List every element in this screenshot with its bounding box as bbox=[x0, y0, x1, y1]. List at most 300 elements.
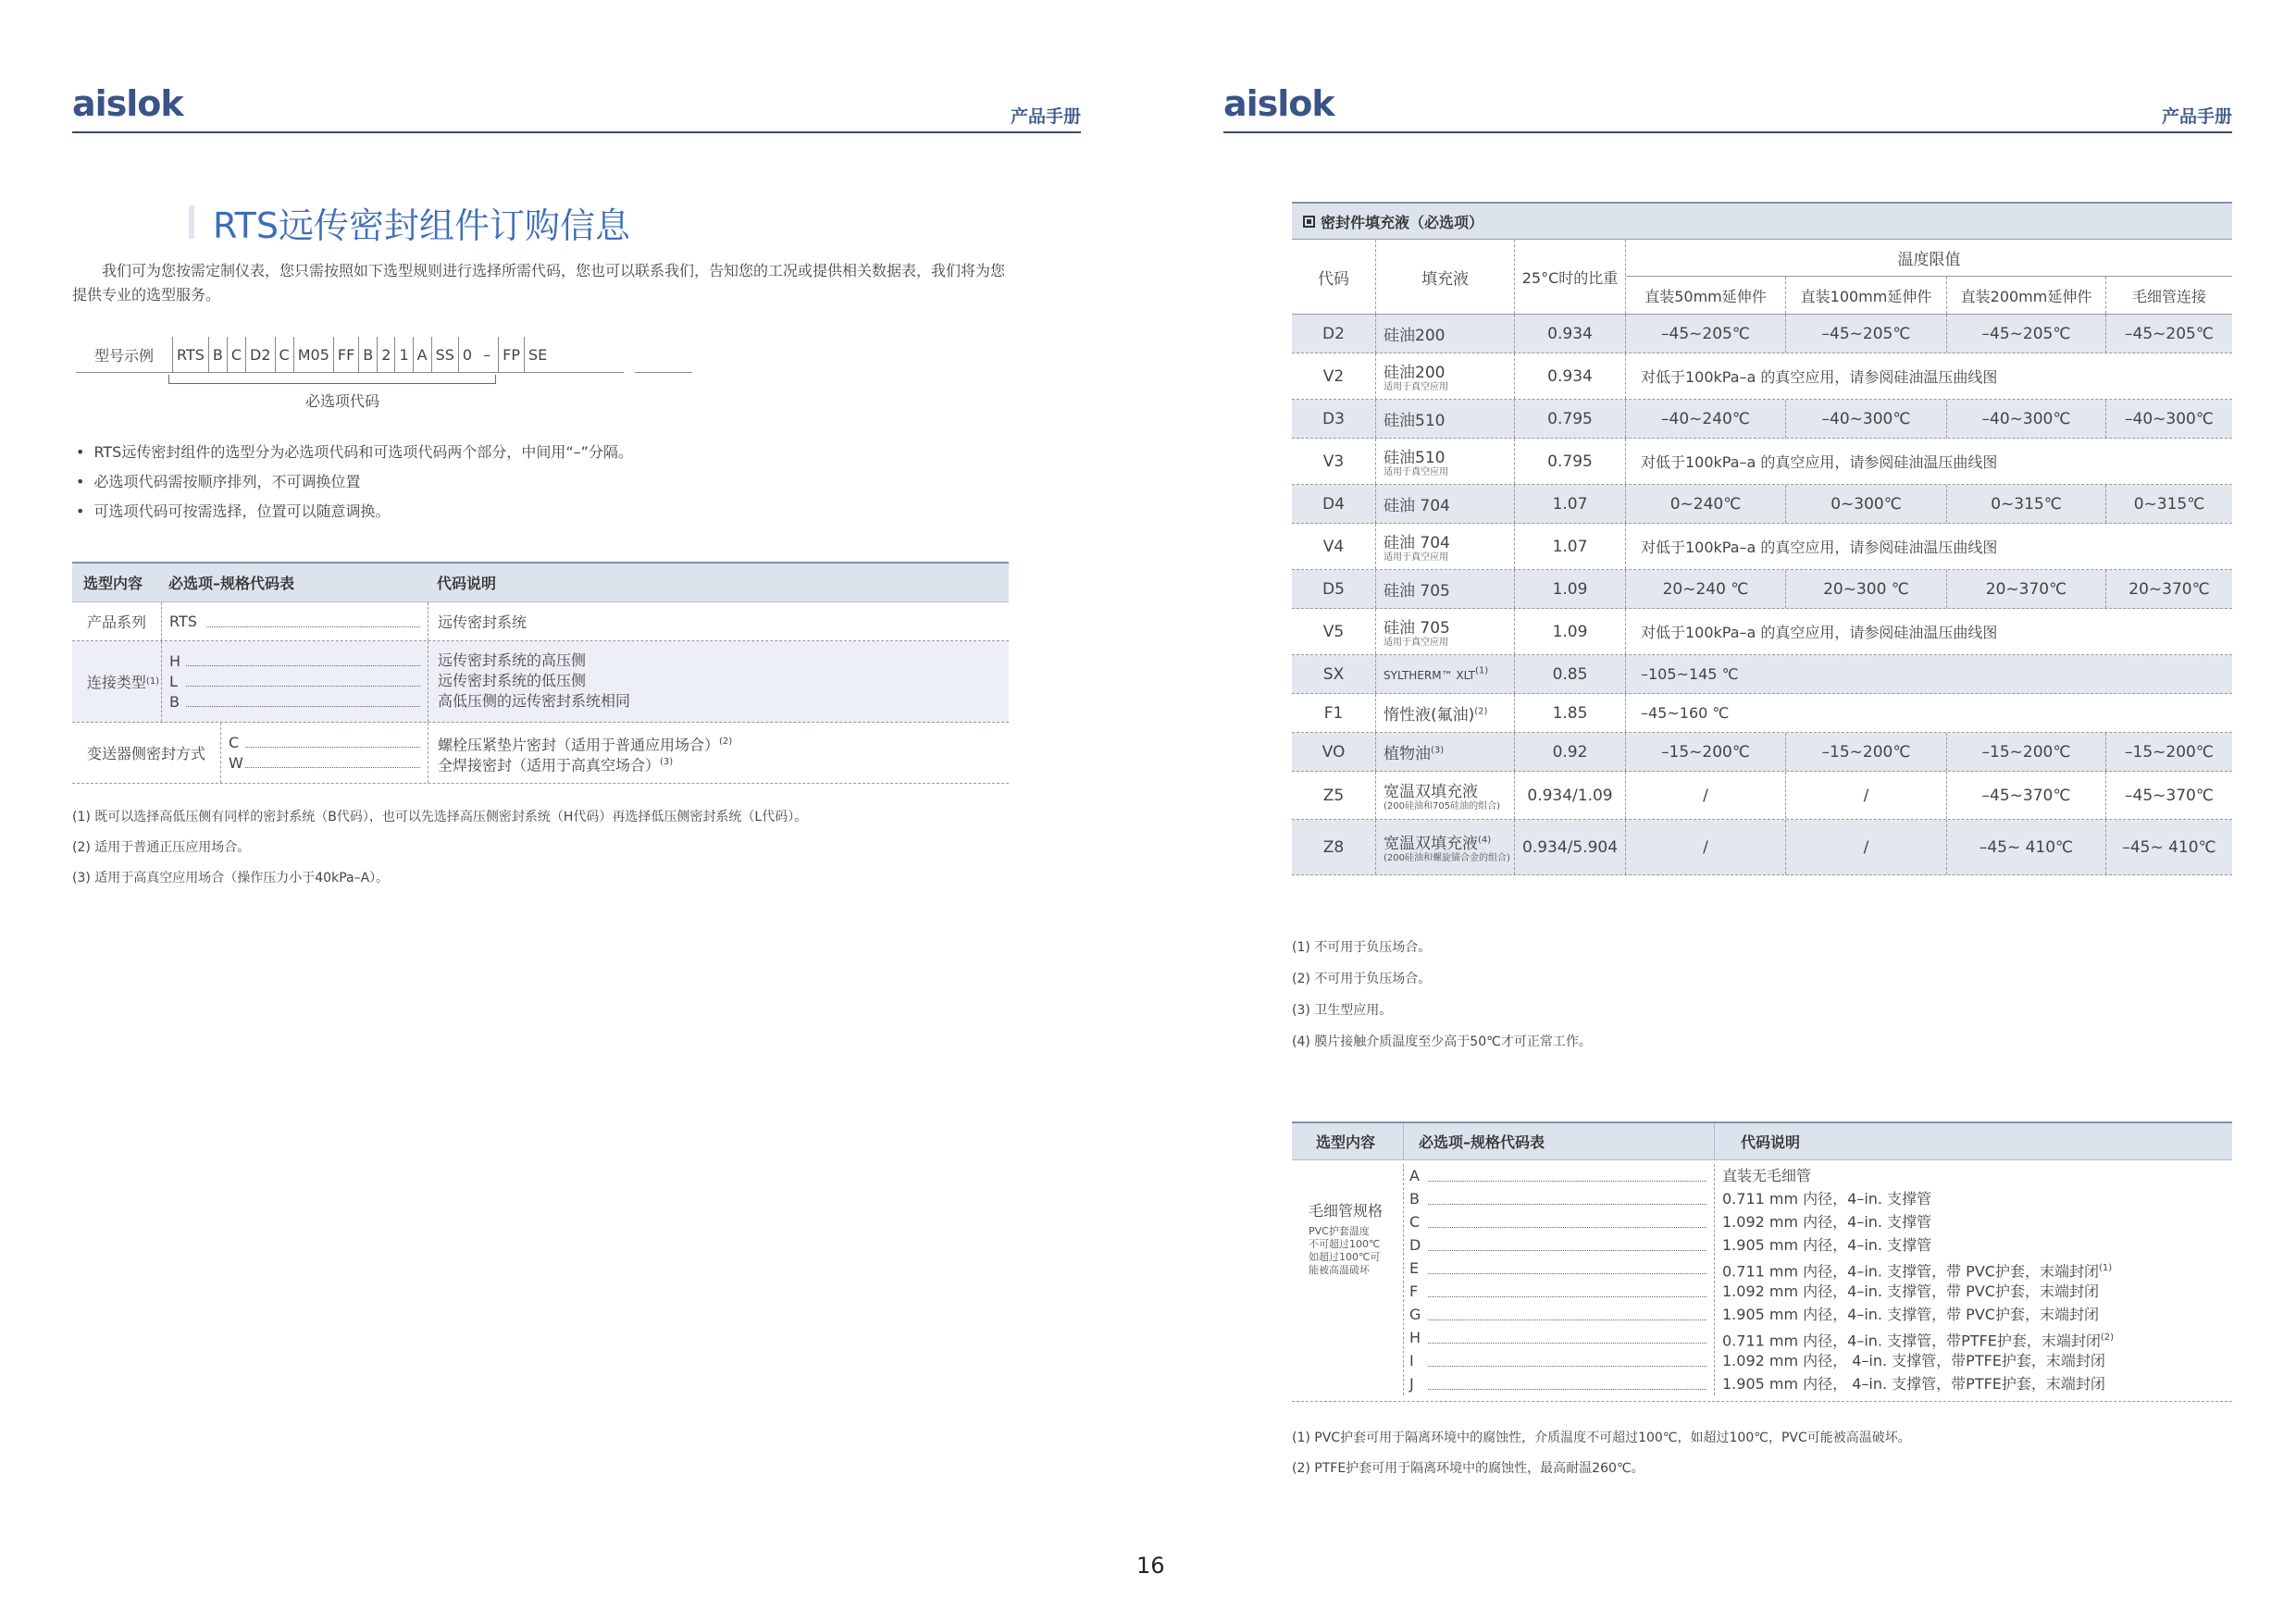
temp-cells bbox=[1625, 820, 2232, 874]
code-desc: 1.092 mm 内径， 4–in. 支撑管，带PTFE护套，末端封闭 bbox=[1722, 1352, 2105, 1369]
code-line bbox=[1409, 1303, 1714, 1326]
row-desc bbox=[1714, 1164, 2232, 1395]
code-line bbox=[1409, 1210, 1714, 1233]
fill-code: F1 bbox=[1323, 703, 1344, 723]
temp-limit: –45~ 410℃ bbox=[1946, 820, 2105, 874]
code-desc: 0.711 mm 内径，4–in. 支撑管 bbox=[1722, 1190, 1932, 1208]
row-item-note-line: PVC护套温度 bbox=[1309, 1225, 1370, 1237]
fill-name-line bbox=[1384, 830, 1514, 853]
fill-name-cell bbox=[1375, 353, 1514, 399]
row-item-label: 毛细管规格 bbox=[1309, 1202, 1384, 1220]
table-title-text: 密封件填充液（必选项） bbox=[1321, 213, 1484, 231]
code-label: J bbox=[1409, 1375, 1414, 1393]
code-desc-line bbox=[438, 752, 1009, 773]
fill-name: 硅油 704 bbox=[1384, 534, 1450, 552]
temp-limit: –40~300℃ bbox=[1785, 400, 1946, 438]
code-label: H bbox=[1409, 1329, 1421, 1346]
footnote: (2) PTFE护套可用于隔离环境中的腐蚀性，最高耐温260℃。 bbox=[1292, 1461, 1644, 1476]
code-line bbox=[1409, 1164, 1714, 1187]
code-line bbox=[1409, 1257, 1714, 1280]
code-label: G bbox=[1409, 1306, 1421, 1323]
fill-code: SX bbox=[1322, 664, 1345, 684]
temp-limit: 20~370℃ bbox=[2105, 570, 2232, 608]
fill-subnote: 适用于真空应用 bbox=[1384, 467, 1448, 477]
model-segment: 2 bbox=[377, 337, 394, 372]
right-header bbox=[1223, 81, 2232, 133]
temp-limit: –15~200℃ bbox=[1946, 733, 2105, 771]
model-segment: FF bbox=[333, 337, 358, 372]
footnote-ref: (3) bbox=[1431, 745, 1445, 756]
fill-code: V2 bbox=[1322, 366, 1345, 386]
model-segment: 1 bbox=[394, 337, 412, 372]
code-desc: 全焊接密封（适用于高真空场合） bbox=[438, 756, 661, 774]
code-line bbox=[169, 650, 428, 671]
dot-leader bbox=[1428, 1309, 1706, 1320]
code-desc: 1.905 mm 内径， 4–in. 支撑管，带PTFE护套，末端封闭 bbox=[1722, 1375, 2105, 1393]
capillary-table bbox=[1292, 1121, 2232, 1402]
dot-leader bbox=[1428, 1217, 1706, 1228]
fill-name-cell bbox=[1375, 439, 1514, 484]
fill-row bbox=[1292, 772, 2232, 820]
code-line bbox=[169, 612, 428, 632]
header-code: 代码 bbox=[1318, 269, 1349, 289]
temp-limit: / bbox=[1703, 786, 1708, 805]
model-segment: 0 bbox=[458, 337, 476, 372]
header-codes: 必选项–规格代码表 bbox=[1403, 1123, 1714, 1159]
header-desc: 代码说明 bbox=[1714, 1123, 2232, 1159]
code-label: F bbox=[1409, 1282, 1419, 1300]
fill-name-line bbox=[1384, 577, 1514, 601]
checkbox-square-icon bbox=[1303, 216, 1315, 228]
specific-gravity: 1.09 bbox=[1514, 570, 1625, 608]
row-codes bbox=[161, 602, 428, 640]
temp-cells bbox=[1625, 485, 2232, 523]
code-desc-line bbox=[438, 732, 1009, 752]
dot-leader bbox=[206, 616, 420, 627]
code-line bbox=[1409, 1187, 1714, 1210]
temp-note: 对低于100kPa–a 的真空应用，请参阅硅油温压曲线图 bbox=[1641, 624, 1998, 641]
code-label: C bbox=[229, 733, 240, 751]
specific-gravity: 1.07 bbox=[1514, 485, 1625, 523]
temp-limit: 20~240 ℃ bbox=[1662, 579, 1749, 599]
header-temp-100mm: 直装100mm延伸件 bbox=[1785, 277, 1946, 314]
header-codes: 必选项–规格代码表 bbox=[168, 575, 295, 592]
code-label: L bbox=[169, 672, 178, 690]
spec-code-table bbox=[72, 562, 1009, 784]
model-underline bbox=[76, 372, 624, 373]
header-temp-capillary: 毛细管连接 bbox=[2105, 277, 2232, 314]
model-segment: B bbox=[208, 337, 227, 372]
temp-limit: –15~200℃ bbox=[1785, 733, 1946, 771]
temp-note: –105~145 ℃ bbox=[1641, 665, 1739, 683]
fill-code: D4 bbox=[1322, 494, 1345, 514]
dot-leader bbox=[186, 696, 420, 707]
row-item: 产品系列 bbox=[86, 613, 146, 631]
model-underline-optional bbox=[635, 372, 692, 373]
code-line bbox=[1409, 1233, 1714, 1257]
fill-name-cell bbox=[1375, 570, 1514, 608]
code-desc: 1.905 mm 内径，4–in. 支撑管，带 PVC护套，末端封闭 bbox=[1722, 1306, 2099, 1323]
footnote: (2) 不可用于负压场合。 bbox=[1292, 972, 1432, 986]
dot-leader bbox=[1428, 1240, 1706, 1251]
row-item-note-line: 如超过100℃可 bbox=[1309, 1251, 1381, 1263]
code-desc-line bbox=[1722, 1303, 2232, 1326]
temp-limit: 0~240℃ bbox=[1669, 494, 1742, 514]
code-desc-line bbox=[1722, 1187, 2232, 1210]
temp-limit: –45~ 410℃ bbox=[2105, 820, 2232, 874]
right-page bbox=[1223, 0, 2232, 1623]
fill-code: Z5 bbox=[1322, 786, 1345, 805]
row-codes bbox=[1403, 1164, 1714, 1395]
fill-name-cell bbox=[1375, 609, 1514, 654]
header-specific-gravity: 25°C时的比重 bbox=[1514, 240, 1625, 314]
temp-cells bbox=[1625, 570, 2232, 608]
row-item: 变送器侧密封方式 bbox=[86, 745, 205, 762]
model-segment: SE bbox=[524, 337, 551, 372]
intro-text bbox=[72, 259, 1016, 307]
fill-name: SYLTHERM™ XLT bbox=[1384, 668, 1476, 682]
capillary-footnotes bbox=[1292, 1423, 1911, 1484]
footnote: (1) PVC护套可用于隔离环境中的腐蚀性，介质温度不可超过100℃，如超过100℃，PVC可能被高温破坏。 bbox=[1292, 1431, 1911, 1445]
required-bracket bbox=[168, 375, 496, 384]
dot-leader bbox=[245, 757, 420, 768]
specific-gravity: 0.795 bbox=[1514, 400, 1625, 438]
temp-cells bbox=[1625, 694, 2232, 732]
fill-name-cell bbox=[1375, 772, 1514, 819]
specific-gravity: 1.07 bbox=[1514, 524, 1625, 569]
code-desc: 1.092 mm 内径，4–in. 支撑管 bbox=[1722, 1213, 1932, 1231]
fill-code: Z8 bbox=[1322, 837, 1345, 857]
temp-cells bbox=[1625, 439, 2232, 484]
footnote: (3) 适用于高真空应用场合（操作压力小于40kPa–A）。 bbox=[72, 871, 390, 886]
table-header bbox=[1292, 239, 2232, 315]
dot-leader bbox=[186, 675, 420, 687]
code-label: B bbox=[1409, 1190, 1420, 1208]
specific-gravity: 0.934/1.09 bbox=[1514, 772, 1625, 819]
fill-name-line bbox=[1384, 778, 1514, 801]
temp-limit: –45~205℃ bbox=[1946, 315, 2105, 353]
temp-cells bbox=[1625, 524, 2232, 569]
table-title bbox=[1292, 202, 2232, 239]
model-segment: D2 bbox=[245, 337, 275, 372]
temp-limit: –45~205℃ bbox=[1785, 315, 1946, 353]
code-line bbox=[1409, 1326, 1714, 1349]
specific-gravity: 0.934/5.904 bbox=[1514, 820, 1625, 874]
dot-leader bbox=[1428, 1332, 1706, 1344]
footnote-ref: (2) bbox=[2100, 1332, 2114, 1343]
specific-gravity: 0.934 bbox=[1514, 353, 1625, 399]
fill-name-cell bbox=[1375, 315, 1514, 353]
temp-note: –45~160 ℃ bbox=[1641, 704, 1730, 722]
code-desc-line bbox=[1722, 1210, 2232, 1233]
fill-row bbox=[1292, 609, 2232, 655]
code-desc-line bbox=[1722, 1372, 2232, 1395]
temp-limit: –40~300℃ bbox=[1946, 400, 2105, 438]
specific-gravity: 1.09 bbox=[1514, 609, 1625, 654]
fill-code: VO bbox=[1322, 742, 1346, 762]
model-segment: C bbox=[275, 337, 293, 372]
intro-paragraph: 我们可为您按需定制仪表，您只需按照如下选型规则进行选择所需代码，您也可以联系我们，告知您的工况或提供相关数据表，我们将为您提供专业的选型服务。 bbox=[72, 262, 1006, 304]
fill-subnote: (200硅油和705硅油的组合) bbox=[1384, 801, 1500, 812]
code-desc: 远传密封系统的高压侧 bbox=[438, 651, 587, 669]
model-example bbox=[76, 336, 551, 373]
temp-limit: –45~205℃ bbox=[2105, 315, 2232, 353]
footnote: (1) 既可以选择高低压侧有同样的密封系统（B代码），也可以先选择高压侧密封系统（H代码）再选择低压侧密封系统（L代码）。 bbox=[72, 810, 808, 824]
temp-limit: 0~300℃ bbox=[1785, 485, 1946, 523]
row-item-note-line: 不可超过100℃ bbox=[1309, 1238, 1381, 1250]
header-item: 选型内容 bbox=[1316, 1134, 1376, 1151]
row-desc bbox=[428, 641, 1009, 722]
fill-subnote: 适用于真空应用 bbox=[1384, 638, 1448, 648]
specific-gravity: 0.934 bbox=[1514, 315, 1625, 353]
fill-row bbox=[1292, 485, 2232, 524]
temp-note: 对低于100kPa–a 的真空应用，请参阅硅油温压曲线图 bbox=[1641, 539, 1998, 556]
code-desc-line bbox=[1722, 1257, 2232, 1280]
row-item-note bbox=[1309, 1225, 1403, 1277]
page-title: RTS远传密封组件订购信息 bbox=[213, 205, 630, 246]
code-desc-line bbox=[1722, 1326, 2232, 1349]
code-line bbox=[229, 732, 428, 752]
fill-name: 硅油510 bbox=[1384, 412, 1446, 430]
fill-name: 宽温双填充液 bbox=[1384, 783, 1478, 801]
temp-cells bbox=[1625, 772, 2232, 819]
code-desc: 远传密封系统 bbox=[438, 613, 527, 631]
model-example-label: 型号示例 bbox=[93, 346, 154, 365]
fill-name: 硅油 704 bbox=[1384, 497, 1450, 515]
row-item-note-line: 能被高温破坏 bbox=[1309, 1264, 1370, 1276]
fill-name-line bbox=[1384, 614, 1514, 638]
fill-name: 硅油200 bbox=[1384, 364, 1446, 382]
code-label: H bbox=[169, 651, 181, 670]
dot-leader bbox=[1428, 1194, 1706, 1205]
fill-rows bbox=[1292, 315, 2232, 875]
code-label: B bbox=[169, 692, 180, 711]
dot-leader bbox=[1428, 1379, 1706, 1390]
rule-item: • 必选项代码需按顺序排列，不可调换位置 bbox=[76, 467, 633, 497]
row-desc bbox=[428, 723, 1009, 783]
header-fill: 填充液 bbox=[1375, 240, 1514, 314]
specific-gravity: 0.85 bbox=[1514, 655, 1625, 693]
row-codes bbox=[161, 641, 428, 722]
temp-limit: / bbox=[1703, 837, 1708, 857]
temp-limit: –45~205℃ bbox=[1661, 324, 1750, 343]
fill-name-line bbox=[1384, 444, 1514, 467]
title-accent bbox=[189, 205, 194, 239]
fill-subnote: (200硅油和螺旋锚合金的组合) bbox=[1384, 853, 1510, 863]
header-temp-subcols bbox=[1626, 277, 2232, 314]
code-label: D bbox=[1409, 1236, 1421, 1254]
dot-leader bbox=[1428, 1171, 1706, 1182]
header-desc: 代码说明 bbox=[437, 575, 497, 592]
fill-name: 硅油 705 bbox=[1384, 619, 1450, 638]
code-desc: 1.092 mm 内径，4–in. 支撑管，带 PVC护套，末端封闭 bbox=[1722, 1282, 2099, 1300]
row-item bbox=[1292, 1164, 1403, 1395]
temp-limit: 20~370℃ bbox=[1946, 570, 2105, 608]
header-temp-200mm: 直装200mm延伸件 bbox=[1946, 277, 2105, 314]
table-row bbox=[72, 723, 1009, 784]
table-header bbox=[72, 562, 1009, 602]
temp-limit: –45~370℃ bbox=[1946, 772, 2105, 819]
fill-name-cell bbox=[1375, 400, 1514, 438]
model-segment: B bbox=[358, 337, 377, 372]
header-temp bbox=[1625, 240, 2232, 314]
model-segment: SS bbox=[431, 337, 458, 372]
fill-row bbox=[1292, 733, 2232, 772]
code-line bbox=[169, 691, 428, 712]
temp-limit: / bbox=[1785, 820, 1946, 874]
fill-name-cell bbox=[1375, 820, 1514, 874]
footnote-ref: (3) bbox=[660, 757, 674, 767]
header-temp-limit: 温度限值 bbox=[1626, 240, 2232, 277]
temp-limit: 0~315℃ bbox=[2105, 485, 2232, 523]
code-desc: 0.711 mm 内径，4–in. 支撑管，带 PVC护套，末端封闭 bbox=[1722, 1262, 2099, 1281]
model-segment: M05 bbox=[293, 337, 333, 372]
footnote-ref: (1) bbox=[1475, 664, 1489, 675]
fill-row bbox=[1292, 655, 2232, 694]
fill-row bbox=[1292, 353, 2232, 400]
fill-row bbox=[1292, 820, 2232, 875]
model-separator: – bbox=[483, 345, 491, 364]
header-temp-50mm: 直装50mm延伸件 bbox=[1644, 287, 1767, 305]
code-desc-line bbox=[1722, 1233, 2232, 1257]
footnote: (2) 适用于普通正压应用场合。 bbox=[72, 840, 251, 855]
code-label: E bbox=[1409, 1259, 1420, 1277]
temp-cells bbox=[1625, 353, 2232, 399]
dot-leader bbox=[1428, 1356, 1706, 1367]
code-desc-line bbox=[1722, 1349, 2232, 1372]
table-header bbox=[1292, 1121, 2232, 1160]
rule-item: • 可选项代码可按需选择，位置可以随意调换。 bbox=[76, 497, 633, 527]
row-item bbox=[72, 641, 161, 722]
fill-subnote: 适用于真空应用 bbox=[1384, 382, 1448, 392]
fill-row bbox=[1292, 524, 2232, 570]
temp-limit: 20~300 ℃ bbox=[1785, 570, 1946, 608]
footnote-ref: (1) bbox=[145, 676, 160, 687]
brand-logo: aislok bbox=[1223, 83, 1334, 124]
fill-row bbox=[1292, 439, 2232, 485]
code-label: RTS bbox=[169, 613, 197, 630]
rule-item: • RTS远传密封组件的选型分为必选项代码和可选项代码两个部分，中间用“–”分隔。 bbox=[76, 438, 633, 467]
fill-subnote: 适用于真空应用 bbox=[1384, 552, 1448, 563]
fill-name-line bbox=[1384, 359, 1514, 382]
specific-gravity: 0.92 bbox=[1514, 733, 1625, 771]
footnote-ref: (4) bbox=[1478, 835, 1492, 846]
dot-leader bbox=[186, 655, 420, 666]
fill-name-line bbox=[1384, 701, 1514, 725]
fill-row bbox=[1292, 694, 2232, 733]
dot-leader bbox=[245, 737, 420, 748]
code-label: C bbox=[1409, 1213, 1421, 1231]
temp-note: 对低于100kPa–a 的真空应用，请参阅硅油温压曲线图 bbox=[1641, 453, 1998, 471]
code-desc: 远传密封系统的低压侧 bbox=[438, 672, 587, 689]
code-label: A bbox=[1409, 1167, 1420, 1184]
code-line bbox=[169, 671, 428, 691]
code-desc-line bbox=[1722, 1164, 2232, 1187]
page-number: 16 bbox=[1136, 1553, 1165, 1579]
footnotes bbox=[72, 802, 807, 894]
temp-limit: –40~300℃ bbox=[2105, 400, 2232, 438]
model-segment: A bbox=[413, 337, 431, 372]
temp-cells bbox=[1625, 733, 2232, 771]
fill-code: V5 bbox=[1322, 622, 1345, 641]
footnote-ref: (1) bbox=[2098, 1263, 2113, 1273]
code-line bbox=[229, 752, 428, 773]
fill-name: 惰性液(氟油) bbox=[1384, 706, 1475, 725]
code-desc-line bbox=[1722, 1280, 2232, 1303]
footnote: (4) 膜片接触介质温度至少高于50℃才可正常工作。 bbox=[1292, 1035, 1592, 1049]
code-label: I bbox=[1409, 1352, 1414, 1369]
fill-name: 植物油 bbox=[1384, 745, 1431, 763]
fill-code: V3 bbox=[1322, 452, 1345, 471]
specific-gravity: 0.795 bbox=[1514, 439, 1625, 484]
required-codes-label: 必选项代码 bbox=[305, 392, 380, 410]
left-header bbox=[72, 81, 1081, 133]
code-line bbox=[1409, 1372, 1714, 1395]
fill-row bbox=[1292, 315, 2232, 353]
fill-name-line bbox=[1384, 492, 1514, 515]
model-segment: C bbox=[227, 337, 245, 372]
temp-cells bbox=[1625, 655, 2232, 693]
code-desc: 螺栓压紧垫片密封（适用于普通应用场合） bbox=[438, 736, 720, 754]
fill-name-cell bbox=[1375, 485, 1514, 523]
fill-code: D3 bbox=[1322, 409, 1345, 428]
row-item-label: 连接类型 bbox=[86, 674, 146, 691]
model-segment: RTS bbox=[172, 337, 208, 372]
fill-footnotes bbox=[1292, 932, 1592, 1058]
header-item: 选型内容 bbox=[83, 575, 143, 592]
footnote-ref: (2) bbox=[719, 737, 733, 747]
temp-limit: 0~315℃ bbox=[1946, 485, 2105, 523]
temp-cells bbox=[1625, 315, 2232, 353]
fill-code: V4 bbox=[1322, 537, 1345, 556]
left-page bbox=[72, 0, 1081, 1623]
code-desc: 直装无毛细管 bbox=[1722, 1167, 1812, 1184]
fill-name-line bbox=[1384, 740, 1514, 763]
fill-name-cell bbox=[1375, 733, 1514, 771]
code-desc: 0.711 mm 内径，4–in. 支撑管，带PTFE护套，末端封闭 bbox=[1722, 1332, 2101, 1350]
footnote-ref: (2) bbox=[1474, 706, 1488, 717]
code-desc: 1.905 mm 内径，4–in. 支撑管 bbox=[1722, 1236, 1932, 1254]
fill-name-line bbox=[1384, 665, 1514, 684]
fill-name-cell bbox=[1375, 524, 1514, 569]
table-row bbox=[1292, 1160, 2232, 1402]
fill-row bbox=[1292, 400, 2232, 439]
temp-limit: / bbox=[1785, 772, 1946, 819]
fill-name: 硅油200 bbox=[1384, 327, 1446, 345]
fill-name-cell bbox=[1375, 655, 1514, 693]
code-line bbox=[1409, 1349, 1714, 1372]
footnote: (1) 不可用于负压场合。 bbox=[1292, 940, 1432, 955]
temp-limit: –40~240℃ bbox=[1661, 409, 1750, 428]
dot-leader bbox=[1428, 1263, 1706, 1274]
temp-limit: –15~200℃ bbox=[2105, 733, 2232, 771]
fill-code: D5 bbox=[1322, 579, 1345, 599]
table-row bbox=[72, 602, 1009, 641]
temp-note: 对低于100kPa–a 的真空应用，请参阅硅油温压曲线图 bbox=[1641, 368, 1998, 386]
fill-name: 硅油510 bbox=[1384, 449, 1446, 467]
model-segment: FP bbox=[498, 337, 524, 372]
table-row bbox=[72, 641, 1009, 723]
temp-cells bbox=[1625, 609, 2232, 654]
fill-name: 硅油 705 bbox=[1384, 582, 1450, 601]
footnote: (3) 卫生型应用。 bbox=[1292, 1003, 1393, 1018]
fill-row bbox=[1292, 570, 2232, 609]
fill-name-line bbox=[1384, 529, 1514, 552]
temp-limit: –15~200℃ bbox=[1661, 742, 1750, 762]
fill-name: 宽温双填充液 bbox=[1384, 835, 1478, 853]
header-manual-label: 产品手册 bbox=[2161, 106, 2232, 127]
temp-limit: –45~370℃ bbox=[2105, 772, 2232, 819]
